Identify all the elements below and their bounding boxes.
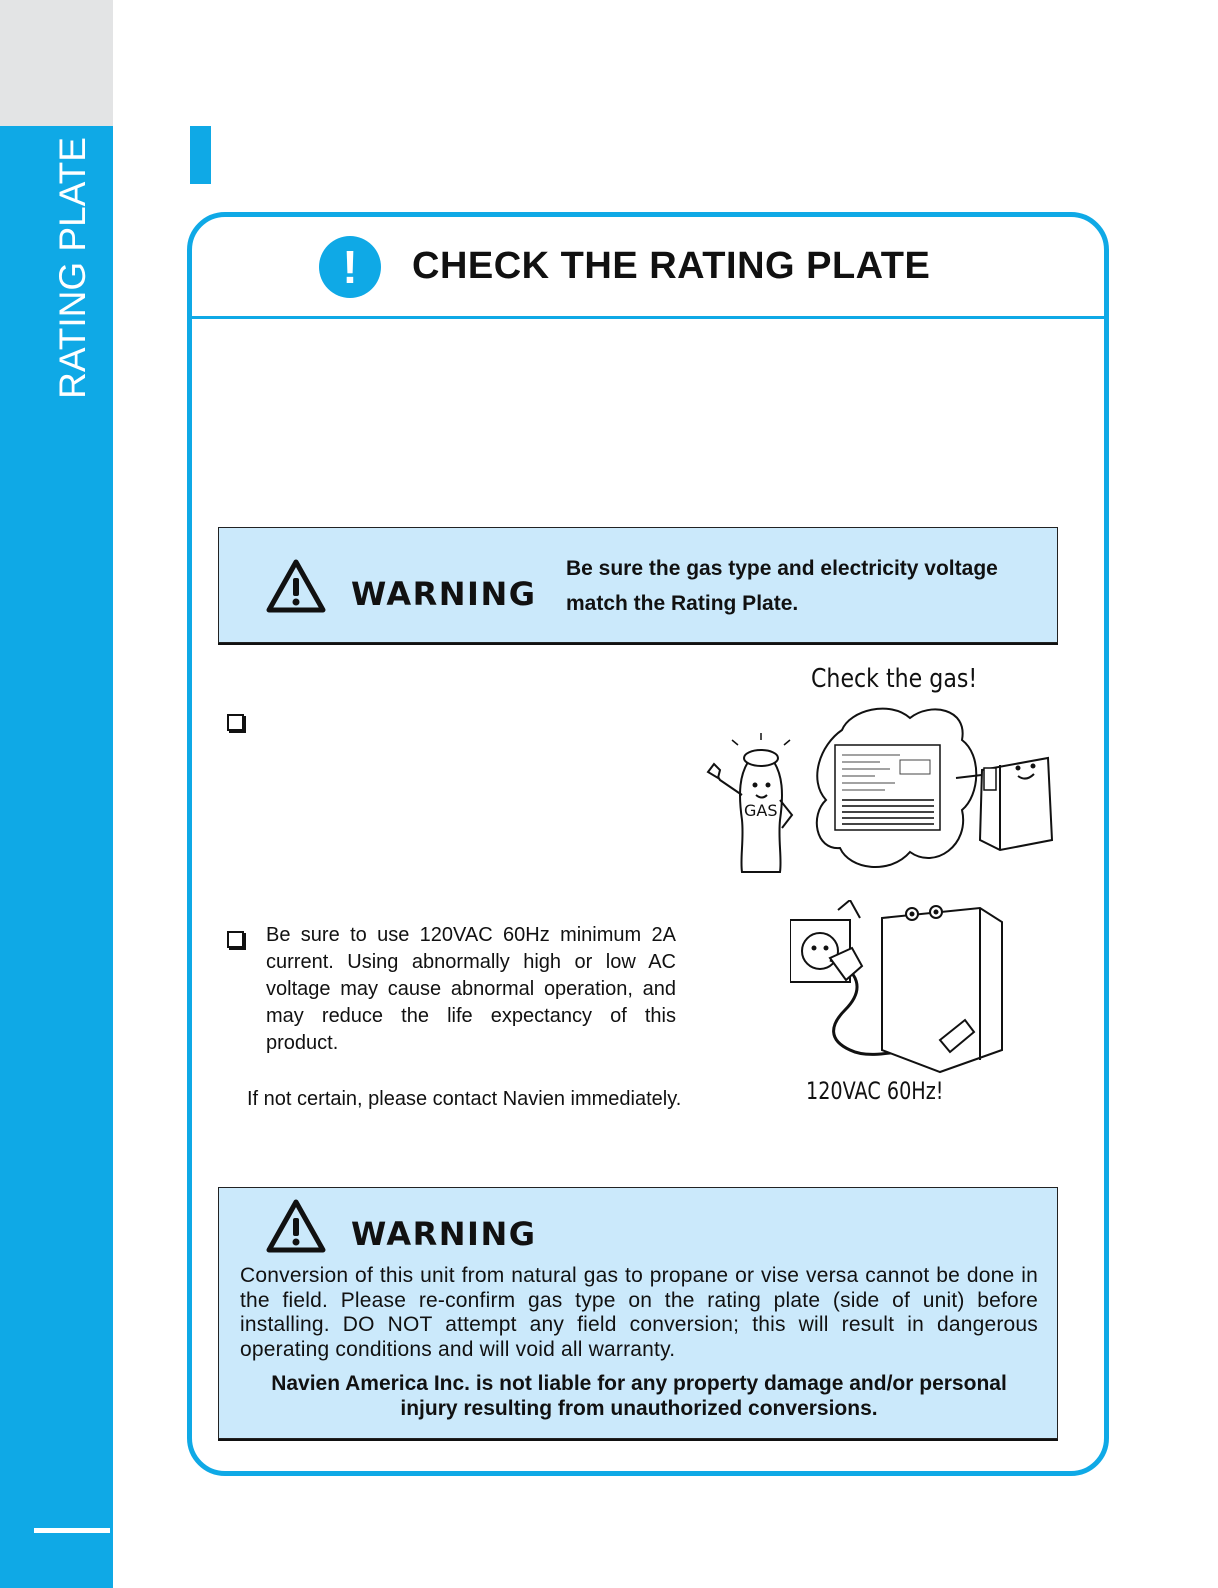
page-title: CHECK THE RATING PLATE [412, 245, 931, 287]
warning-label: WARNING [351, 575, 537, 613]
warning-text: Conversion of this unit from natural gas to propane or vise versa cannot be done in the field. Please re-confirm gas type on the rating plate (side of unit) before installing. DO NOT attempt any field conversion; this will result in dangerous operating conditions and will void all warranty. [240, 1264, 1038, 1361]
power-caption: 120VAC 60Hz! [806, 1077, 944, 1105]
exclamation-icon: ! [319, 236, 381, 298]
gas-caption: Check the gas! [811, 664, 978, 694]
checkbox-icon [227, 931, 244, 948]
gas-tank-label: GAS [744, 801, 778, 820]
warning-label: WARNING [351, 1215, 537, 1253]
warning-box-top [218, 527, 1058, 643]
sidebar-title: RATING PLATE [52, 137, 93, 399]
section-marker [190, 126, 211, 184]
contact-text: If not certain, please contact Navien immediately. [247, 1088, 682, 1110]
power-illustration [790, 900, 1020, 1090]
warning-triangle-icon [265, 558, 327, 614]
warning-text: Be sure the gas type and electricity voltage match the Rating Plate. [566, 557, 998, 615]
sidebar-footer-line [34, 1528, 110, 1533]
power-bullet-text: Be sure to use 120VAC 60Hz minimum 2A current. Using abnormally high or low AC voltage may cause abnormal operation, and may reduce the life expectancy of this product. [266, 924, 676, 1054]
sidebar-top-block [0, 0, 113, 126]
warning-box-bottom [218, 1187, 1058, 1439]
gas-illustration [700, 700, 1070, 885]
checkbox-icon [227, 714, 244, 731]
header-divider [192, 316, 1104, 319]
warning-triangle-icon [265, 1198, 327, 1254]
liability-notice: Navien America Inc. is not liable for any property damage and/or personal injury resulting from unauthorized conversions. [271, 1372, 1007, 1420]
